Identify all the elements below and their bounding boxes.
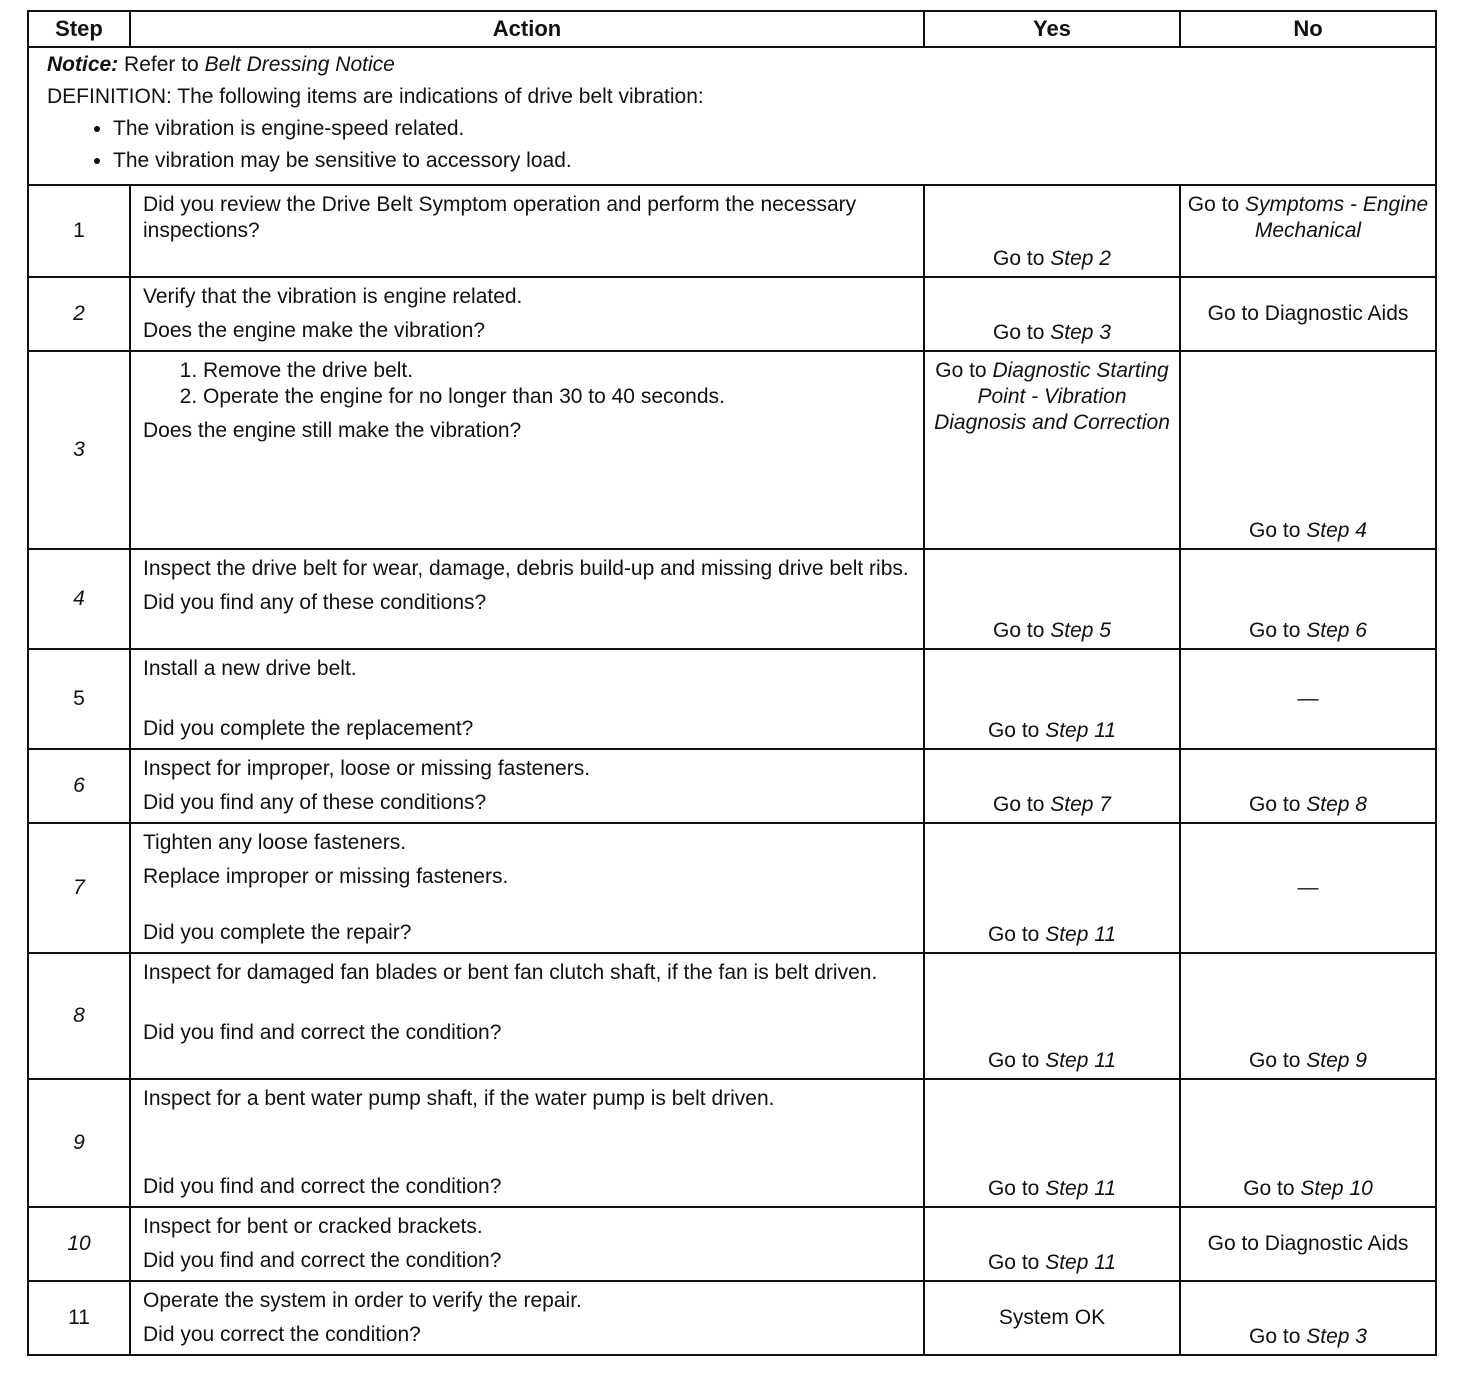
no-link[interactable]: Symptoms - Engine Mechanical [1244,193,1429,242]
action-question: Did you find any of these conditions? [143,791,487,814]
action-cell [130,277,924,351]
action-question: Did you find any of these conditions? [143,591,487,614]
definition-bullet: • The vibration may be sensitive to accessory load. [113,148,1421,174]
yes-cell [924,185,1180,277]
header-action: Action [130,11,924,47]
notice-label: Notice: [47,53,119,76]
action-text: Install a new drive belt. [143,657,357,680]
no-cell [1180,749,1436,823]
action-question: Did you correct the condition? [143,1323,421,1346]
yes-result: System OK [998,1306,1106,1329]
yes-cell [924,1281,1180,1355]
no-link[interactable]: Step 8 [1306,793,1367,816]
notice-row [28,47,1436,185]
table-row [28,277,1436,351]
step-number: 10 [28,1207,130,1281]
step-number: 4 [28,549,130,649]
header-row [28,11,1436,47]
definition-list [47,116,1421,174]
no-link[interactable]: Step 6 [1306,619,1367,642]
table-row [28,1207,1436,1281]
yes-link[interactable]: Step 11 [1045,719,1117,742]
action-cell [130,1281,924,1355]
action-list-item: 1. Remove the drive belt. [203,358,911,384]
action-cell [130,351,924,549]
step-number: 11 [28,1281,130,1355]
action-text: Inspect for a bent water pump shaft, if the water pump is belt driven. [143,1087,775,1110]
go-to-text: Go to [987,1177,1040,1200]
go-to-text: Go to [1249,1049,1301,1072]
yes-link[interactable]: Step 11 [1045,1049,1117,1072]
header-yes: Yes [924,11,1180,47]
action-question: Did you find and correct the condition? [143,1175,502,1198]
step-number: 3 [28,351,130,549]
yes-link[interactable]: Diagnostic Starting Point - Vibration Diagnosis and Correction [934,359,1170,434]
yes-link[interactable]: Step 11 [1045,1251,1117,1274]
go-to-text: Go to [993,247,1045,270]
no-link[interactable]: Step 9 [1306,1049,1367,1072]
no-cell [1180,1207,1436,1281]
action-cell [130,649,924,749]
yes-cell [924,823,1180,953]
notice-line [47,52,1421,78]
no-link[interactable]: Step 3 [1306,1325,1367,1348]
notice-ref-title: Belt Dressing Notice [204,53,395,76]
yes-cell [924,749,1180,823]
table-row [28,185,1436,277]
yes-cell [924,1207,1180,1281]
action-cell [130,549,924,649]
go-to-text: Go to [1249,619,1301,642]
step-number: 8 [28,953,130,1079]
action-text: Inspect the drive belt for wear, damage, debris build-up and missing drive belt ribs. [143,557,909,580]
table-row [28,549,1436,649]
notice-refer: Refer to [124,53,199,76]
table-row [28,351,1436,549]
yes-cell [924,953,1180,1079]
no-dash: — [1297,687,1319,710]
yes-cell [924,1079,1180,1207]
yes-link[interactable]: Step 11 [1045,923,1117,946]
no-link[interactable]: Step 4 [1306,519,1367,542]
table-row [28,649,1436,749]
definition-bullet: • The vibration is engine-speed related. [113,116,1421,142]
no-cell [1180,649,1436,749]
no-cell [1180,823,1436,953]
action-cell [130,1079,924,1207]
action-text: Inspect for improper, loose or missing fasteners. [143,757,591,780]
action-cell [130,185,924,277]
go-to-text: Go to [987,719,1040,742]
action-question: Did you find and correct the condition? [143,1021,502,1044]
yes-cell [924,277,1180,351]
action-list [143,358,911,410]
notice-cell [28,47,1436,185]
step-number: 1 [28,185,130,277]
yes-link[interactable]: Step 7 [1050,793,1111,816]
go-to-text: Go to [993,793,1045,816]
yes-cell [924,351,1180,549]
go-to-text: Go to [987,1251,1040,1274]
action-text: Did you review the Drive Belt Symptom operation and perform the necessary inspections? [143,193,857,242]
action-question: Does the engine make the vibration? [143,319,486,342]
table-row [28,749,1436,823]
action-text: Verify that the vibration is engine related. [143,285,523,308]
action-text: Inspect for bent or cracked brackets. [143,1215,483,1238]
action-question: Does the engine still make the vibration? [143,419,522,442]
go-to-text: Go to [1187,193,1240,216]
action-question: Did you complete the replacement? [143,717,474,740]
go-to-text: Go to [1243,1177,1295,1200]
go-to-text: Go to [935,359,987,382]
table-row [28,823,1436,953]
go-to-text: Go to [987,1049,1040,1072]
no-cell [1180,1281,1436,1355]
yes-cell [924,649,1180,749]
action-question: Did you find and correct the condition? [143,1249,502,1272]
yes-link[interactable]: Step 2 [1050,247,1111,270]
header-no: No [1180,11,1436,47]
yes-link[interactable]: Step 11 [1045,1177,1117,1200]
no-cell [1180,549,1436,649]
no-dash: — [1297,876,1319,899]
step-number: 5 [28,649,130,749]
no-cell [1180,277,1436,351]
no-cell [1180,1079,1436,1207]
table-row [28,1079,1436,1207]
yes-link[interactable]: Step 5 [1050,619,1111,642]
step-number: 7 [28,823,130,953]
yes-link[interactable]: Step 3 [1050,321,1111,344]
action-cell [130,1207,924,1281]
step-number: 9 [28,1079,130,1207]
definition-text: DEFINITION: The following items are indications of drive belt vibration: [47,85,704,108]
action-cell [130,953,924,1079]
no-link[interactable]: Go to Diagnostic Aids [1207,302,1409,325]
no-link[interactable]: Step 10 [1300,1177,1373,1200]
step-number: 2 [28,277,130,351]
action-question: Did you complete the repair? [143,921,412,944]
no-cell [1180,185,1436,277]
action-text: Operate the system in order to verify the repair. [143,1289,582,1312]
step-number: 6 [28,749,130,823]
header-step: Step [28,11,130,47]
no-cell [1180,953,1436,1079]
go-to-text: Go to [993,619,1045,642]
action-text: Tighten any loose fasteners. [143,831,407,854]
action-list-item: 2. Operate the engine for no longer than 30 to 40 seconds. [203,384,911,410]
go-to-text: Go to [993,321,1045,344]
go-to-text: Go to [1249,1325,1301,1348]
go-to-text: Go to [1249,793,1301,816]
action-text: Inspect for damaged fan blades or bent fan clutch shaft, if the fan is belt driven. [143,961,878,984]
go-to-text: Go to [987,923,1040,946]
diagnostic-table [27,10,1437,1356]
table-row [28,953,1436,1079]
no-cell [1180,351,1436,549]
go-to-text: Go to [1249,519,1301,542]
action-cell [130,823,924,953]
no-link[interactable]: Go to Diagnostic Aids [1207,1232,1409,1255]
table-row [28,1281,1436,1355]
yes-cell [924,549,1180,649]
action-cell [130,749,924,823]
action-text: Replace improper or missing fasteners. [143,865,509,888]
